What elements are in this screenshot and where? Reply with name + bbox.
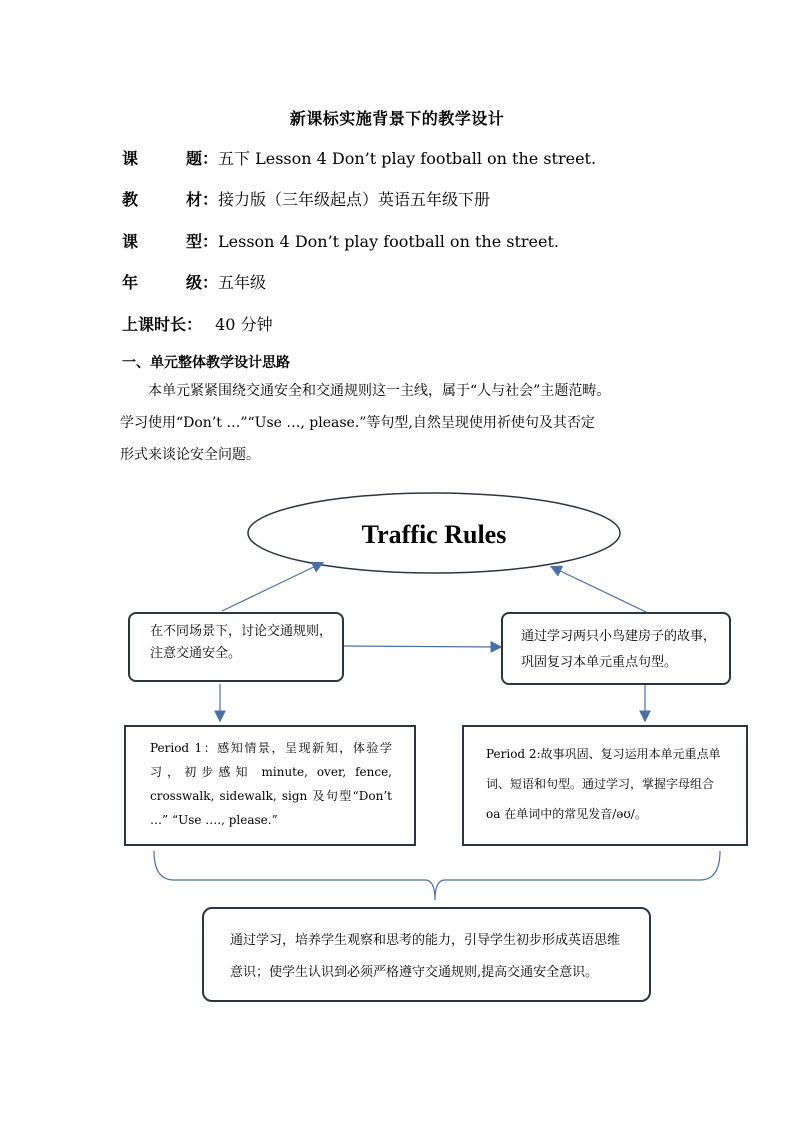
field-colon: ：	[202, 149, 219, 168]
arrow-left-to-center	[222, 563, 322, 611]
period1-box	[124, 725, 416, 846]
arrow-left-to-right	[344, 646, 500, 647]
left-box-text: 在不同场景下，讨论交通规则，注意交通安全。	[150, 624, 333, 661]
field-type-label: 课 型	[122, 232, 202, 251]
period2-text: Period 2:故事巩固、复习运用本单元重点单词、短语和句型。通过学习，掌握字母组合 oa 在单词中的常见发音/əʊ/。	[486, 747, 721, 821]
brace	[154, 851, 720, 900]
field-topic-label: 课 题	[122, 149, 202, 168]
field-grade-value: 五年级	[218, 273, 267, 292]
paragraph-line-3: 形式来谈论安全问题。	[120, 447, 260, 463]
paragraph-line-2: 学习使用“Don’t …”“Use …, please.”等句型,自然呈现使用祈使句及其否定	[120, 415, 595, 431]
field-topic-value: 五下 Lesson 4 Don’t play football on the street.	[218, 149, 597, 168]
period1-text: Period 1：感知情景，呈现新知，体验学习，初步感知 minute, over, fence, crosswalk, sidewalk, sign 及句型“Don’t …” “Use …., please.”	[150, 741, 392, 827]
field-grade-label: 年 级	[122, 273, 202, 292]
field-duration-value: 40 分钟	[215, 315, 273, 334]
field-duration-label: 上课时长	[122, 315, 187, 334]
field-colon: ：	[186, 315, 203, 334]
paragraph-line-1: 本单元紧紧围绕交通安全和交通规则这一主线，属于“人与社会”主题范畴。	[148, 383, 611, 399]
field-colon: ：	[202, 232, 219, 251]
center-title: Traffic Rules	[361, 520, 507, 549]
bottom-box-text: 通过学习，培养学生观察和思考的能力，引导学生初步形成英语思维意识；使学生认识到必须严格遵守交通规则,提高交通安全意识。	[230, 933, 621, 980]
right-box-text: 通过学习两只小鸟建房子的故事，巩固复习本单元重点句型。	[521, 629, 717, 670]
field-material-value: 接力版（三年级起点）英语五年级下册	[218, 190, 491, 209]
right-story-box	[501, 612, 731, 685]
field-colon: ：	[202, 190, 219, 209]
document-title: 新课标实施背景下的教学设计	[289, 109, 505, 128]
period2-box	[462, 725, 748, 846]
section-heading: 一、单元整体教学设计思路	[122, 355, 290, 371]
bottom-goal-box	[202, 907, 651, 1002]
arrow-right-to-center	[552, 567, 646, 612]
field-type-value: Lesson 4 Don’t play football on the street.	[218, 232, 559, 251]
field-material-label: 教 材	[122, 190, 202, 209]
left-discussion-box	[128, 612, 344, 682]
field-colon: ：	[202, 273, 219, 292]
